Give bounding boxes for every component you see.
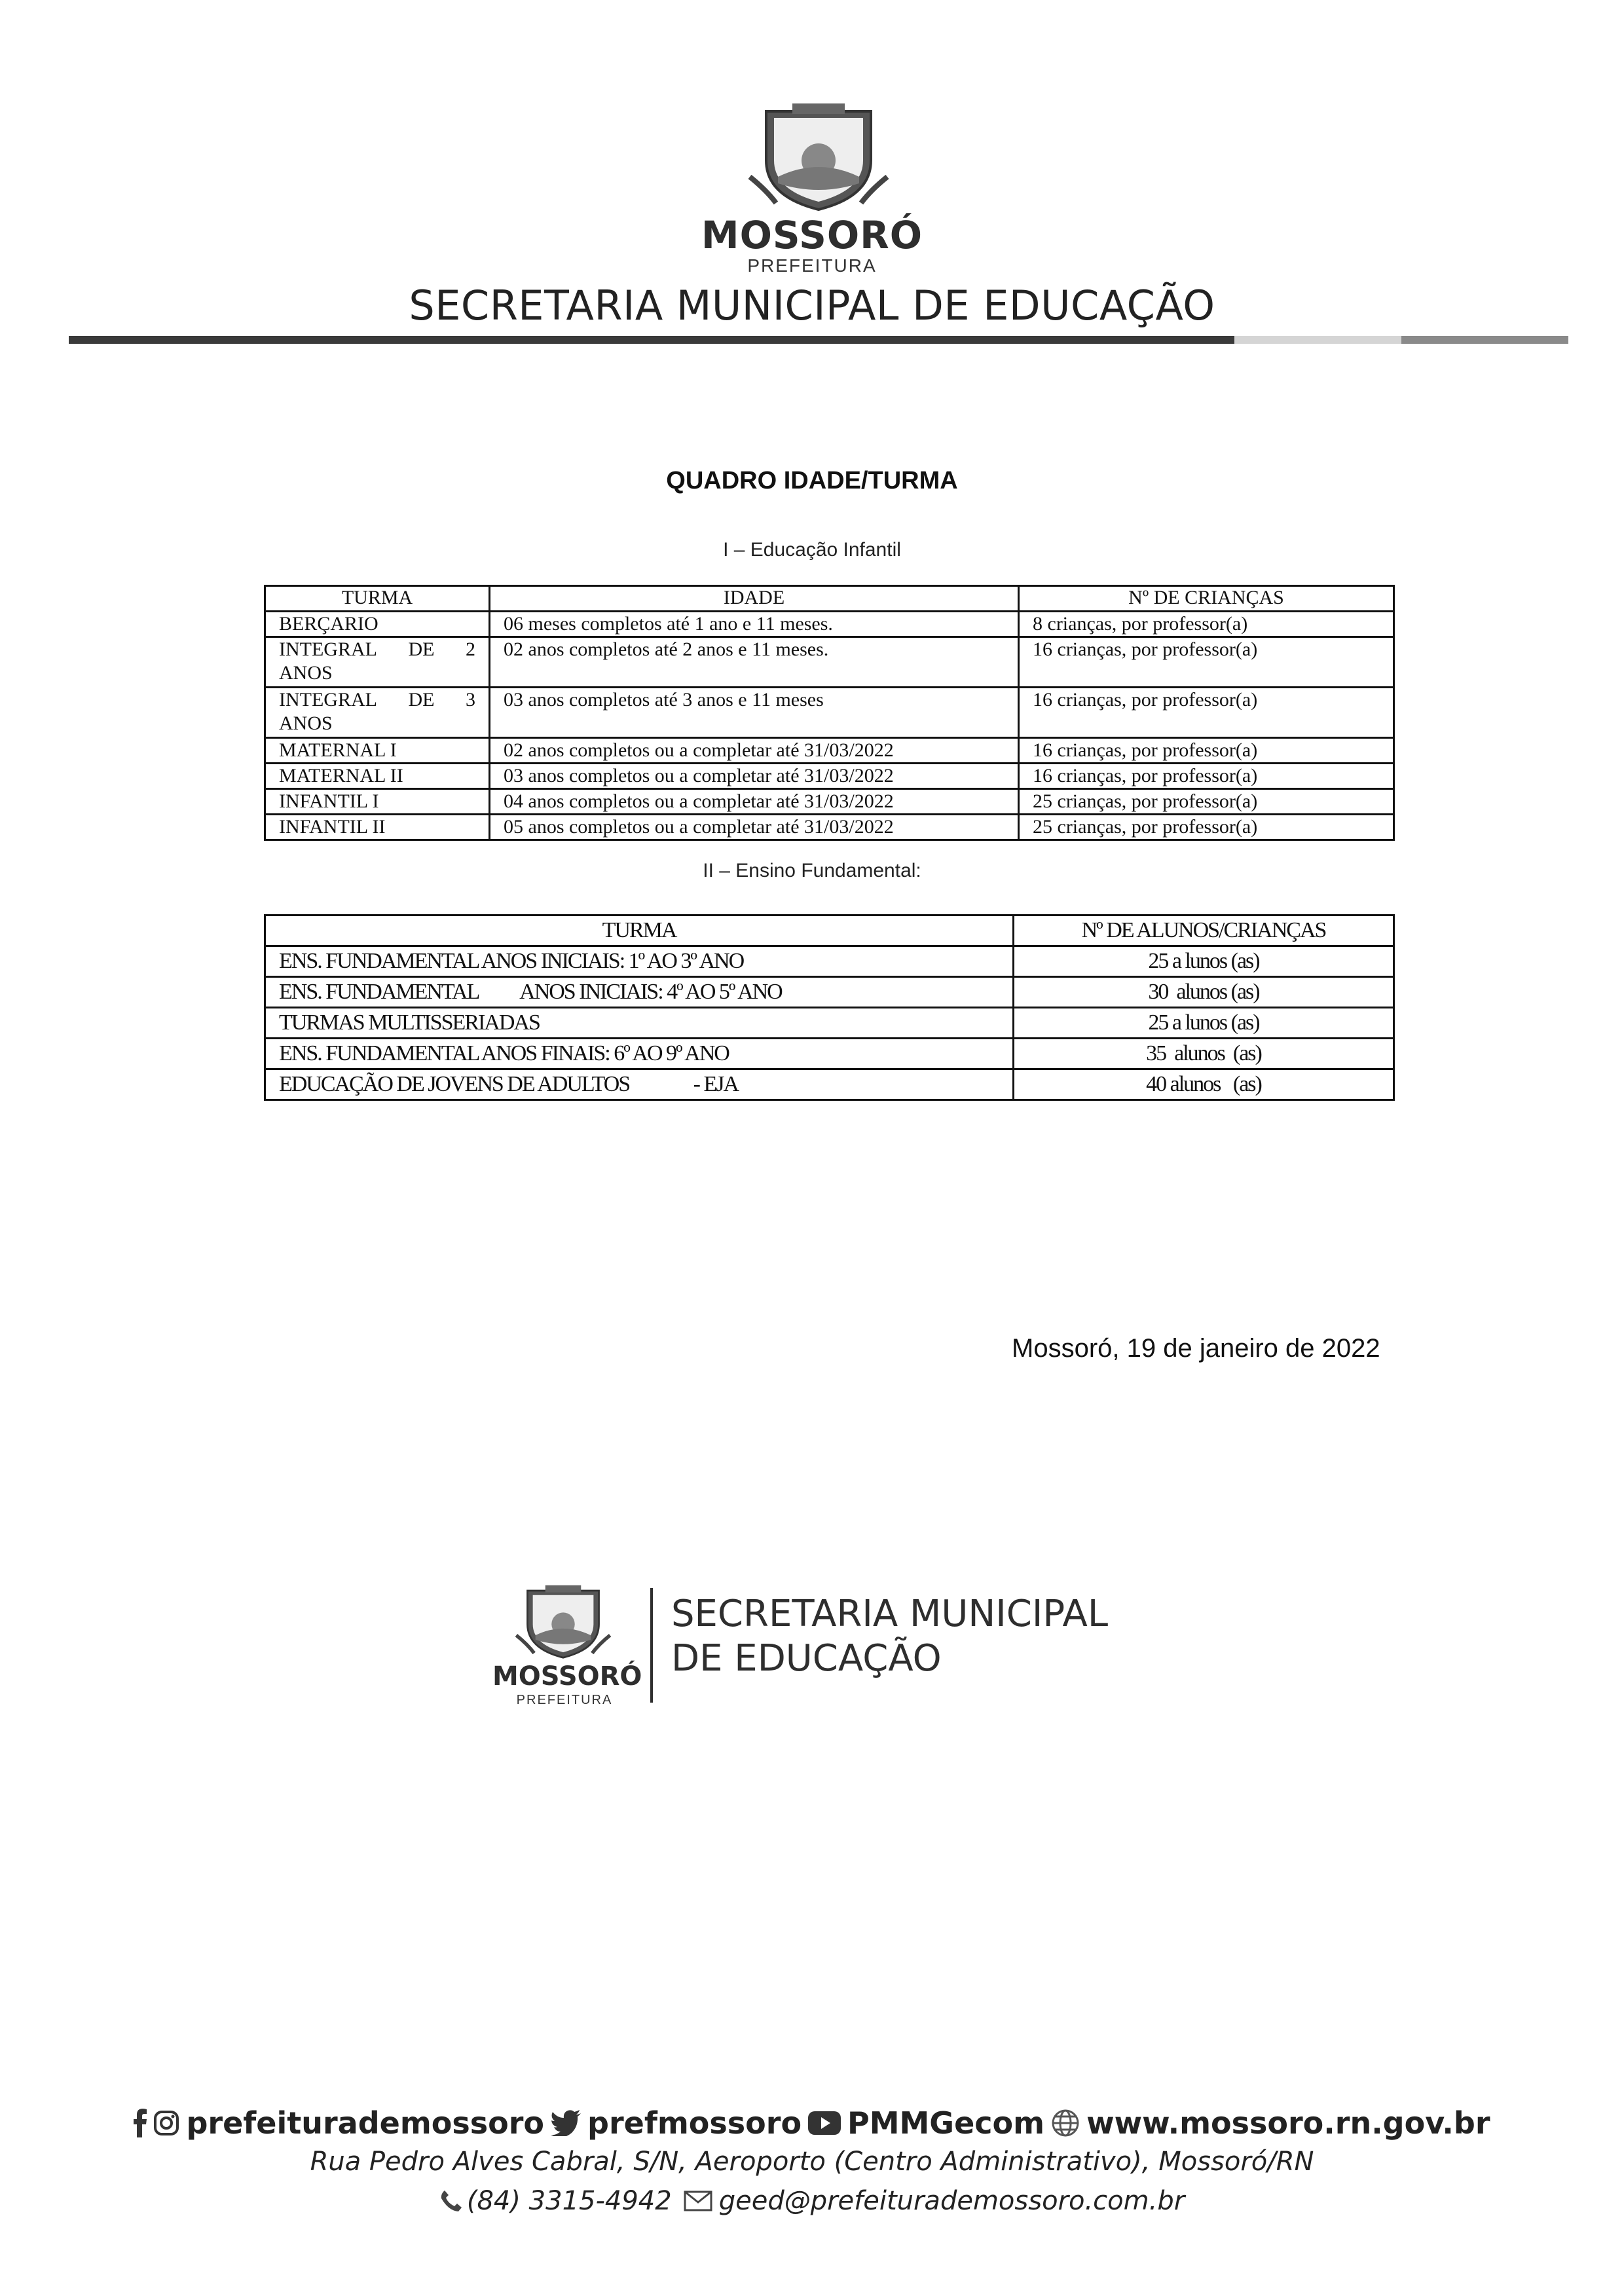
table-row: [265, 688, 1394, 738]
cell-criancas: 25 crianças, por professor(a): [1019, 815, 1394, 840]
table-row: [265, 738, 1394, 764]
bottom-title-line2: DE EDUCAÇÃO: [671, 1637, 942, 1680]
cell-idade: 03 anos completos até 3 anos e 11 meses: [490, 688, 1019, 738]
mossoro-crest-logo-small: [514, 1581, 612, 1660]
cell-turma: ENS. FUNDAMENTAL ANOS FINAIS: 6º AO 9º ANO: [265, 1039, 1014, 1069]
footer-phone[interactable]: (84) 3315-4942: [466, 2186, 672, 2216]
cell-idade: 02 anos completos até 2 anos e 11 meses.: [490, 637, 1019, 688]
bottom-title-line1: SECRETARIA MUNICIPAL: [671, 1593, 1109, 1635]
header-idade: IDADE: [490, 586, 1019, 612]
footer-contact-row: [0, 2186, 1624, 2216]
table-row: [265, 977, 1394, 1008]
table-row: [265, 789, 1394, 815]
website-link[interactable]: www.mossoro.rn.gov.br: [1086, 2105, 1490, 2141]
cell-turma: TURMAS MULTISSERIADAS: [265, 1008, 1014, 1039]
cell-turma: MATERNAL II: [265, 764, 490, 789]
mail-icon: [684, 2190, 712, 2211]
cell-idade: 04 anos completos ou a completar até 31/03/2022: [490, 789, 1019, 815]
cell-turma: ENS. FUNDAMENTAL ANOS INICIAIS: 1º AO 3º ANO: [265, 946, 1014, 977]
brand-name: MOSSORÓ: [701, 213, 923, 257]
table-ensino-fundamental: [264, 914, 1395, 1101]
footer-email[interactable]: geed@prefeiturademossoro.com.br: [718, 2186, 1185, 2216]
footer-address: Rua Pedro Alves Cabral, S/N, Aeroporto (Centro Administrativo), Mossoró/RN: [310, 2147, 1314, 2177]
table-educacao-infantil: [264, 585, 1395, 841]
turma-word: DE: [408, 638, 435, 660]
cell-turma: INFANTIL I: [265, 789, 490, 815]
footer-social-row: [0, 2105, 1624, 2141]
cell-criancas: 8 crianças, por professor(a): [1019, 612, 1394, 637]
table-row: [265, 1008, 1394, 1039]
turma-word: ANOS: [279, 712, 333, 734]
cell-criancas: 16 crianças, por professor(a): [1019, 637, 1394, 688]
cell-alunos: 25 a lunos (as): [1014, 946, 1394, 977]
cell-criancas: 16 crianças, por professor(a): [1019, 764, 1394, 789]
cell-turma: [265, 637, 490, 688]
bottom-brand-sub: PREFEITURA: [516, 1693, 613, 1707]
cell-idade: 05 anos completos ou a completar até 31/03/2022: [490, 815, 1019, 840]
header-title: SECRETARIA MUNICIPAL DE EDUCAÇÃO: [409, 282, 1215, 329]
header-turma: TURMA: [265, 586, 490, 612]
mossoro-crest-logo: [747, 98, 891, 213]
twitter-handle[interactable]: prefmossoro: [587, 2105, 802, 2141]
table-row: [265, 1069, 1394, 1100]
cell-alunos: 40 alunos (as): [1014, 1069, 1394, 1100]
turma-word: ANOS: [279, 662, 333, 684]
table-row: [265, 637, 1394, 688]
bottom-logo-divider: [650, 1588, 653, 1703]
turma-word: 2: [465, 638, 475, 660]
section1-heading: I – Educação Infantil: [723, 539, 901, 561]
phone-icon: [439, 2189, 463, 2213]
youtube-icon[interactable]: [808, 2111, 841, 2135]
section2-heading: II – Ensino Fundamental:: [703, 860, 921, 881]
youtube-handle[interactable]: PMMGecom: [847, 2105, 1045, 2141]
cell-turma: INFANTIL II: [265, 815, 490, 840]
twitter-icon[interactable]: [551, 2110, 581, 2136]
cell-turma: EDUCAÇÃO DE JOVENS DE ADULTOS - EJA: [265, 1069, 1014, 1100]
document-title: QUADRO IDADE/TURMA: [666, 467, 958, 494]
cell-idade: 03 anos completos ou a completar até 31/03/2022: [490, 764, 1019, 789]
turma-word: 3: [465, 689, 475, 711]
facebook-instagram-handle[interactable]: prefeiturademossoro: [186, 2105, 545, 2141]
header-rule-mid: [1401, 336, 1568, 344]
header-turma: TURMA: [265, 915, 1014, 946]
table-header-row: [265, 915, 1394, 946]
cell-idade: 06 meses completos até 1 ano e 11 meses.: [490, 612, 1019, 637]
table-row: [265, 815, 1394, 840]
instagram-icon[interactable]: [153, 2110, 179, 2136]
turma-word: DE: [408, 689, 435, 711]
cell-alunos: 35 alunos (as): [1014, 1039, 1394, 1069]
brand-sub: PREFEITURA: [747, 255, 877, 276]
document-date: Mossoró, 19 de janeiro de 2022: [1012, 1334, 1380, 1363]
cell-turma: [265, 688, 490, 738]
cell-idade: 02 anos completos ou a completar até 31/03/2022: [490, 738, 1019, 764]
table-header-row: [265, 586, 1394, 612]
table-row: [265, 1039, 1394, 1069]
turma-word: INTEGRAL: [279, 689, 377, 711]
cell-turma: BERÇARIO: [265, 612, 490, 637]
table-row: [265, 764, 1394, 789]
cell-criancas: 16 crianças, por professor(a): [1019, 738, 1394, 764]
cell-alunos: 30 alunos (as): [1014, 977, 1394, 1008]
header-alunos: Nº DE ALUNOS/CRIANÇAS: [1014, 915, 1394, 946]
header-rule-dark: [69, 336, 1234, 344]
cell-turma: ENS. FUNDAMENTAL ANOS INICIAIS: 4º AO 5º ANO: [265, 977, 1014, 1008]
bottom-brand-name: MOSSORÓ: [492, 1661, 642, 1691]
cell-criancas: 16 crianças, por professor(a): [1019, 688, 1394, 738]
header-rule-light: [1234, 336, 1401, 344]
header-criancas: Nº DE CRIANÇAS: [1019, 586, 1394, 612]
facebook-icon[interactable]: [134, 2109, 147, 2137]
table-row: [265, 612, 1394, 637]
turma-word: INTEGRAL: [279, 638, 377, 660]
globe-icon: [1051, 2109, 1080, 2137]
table-row: [265, 946, 1394, 977]
cell-criancas: 25 crianças, por professor(a): [1019, 789, 1394, 815]
cell-turma: MATERNAL I: [265, 738, 490, 764]
cell-alunos: 25 a lunos (as): [1014, 1008, 1394, 1039]
